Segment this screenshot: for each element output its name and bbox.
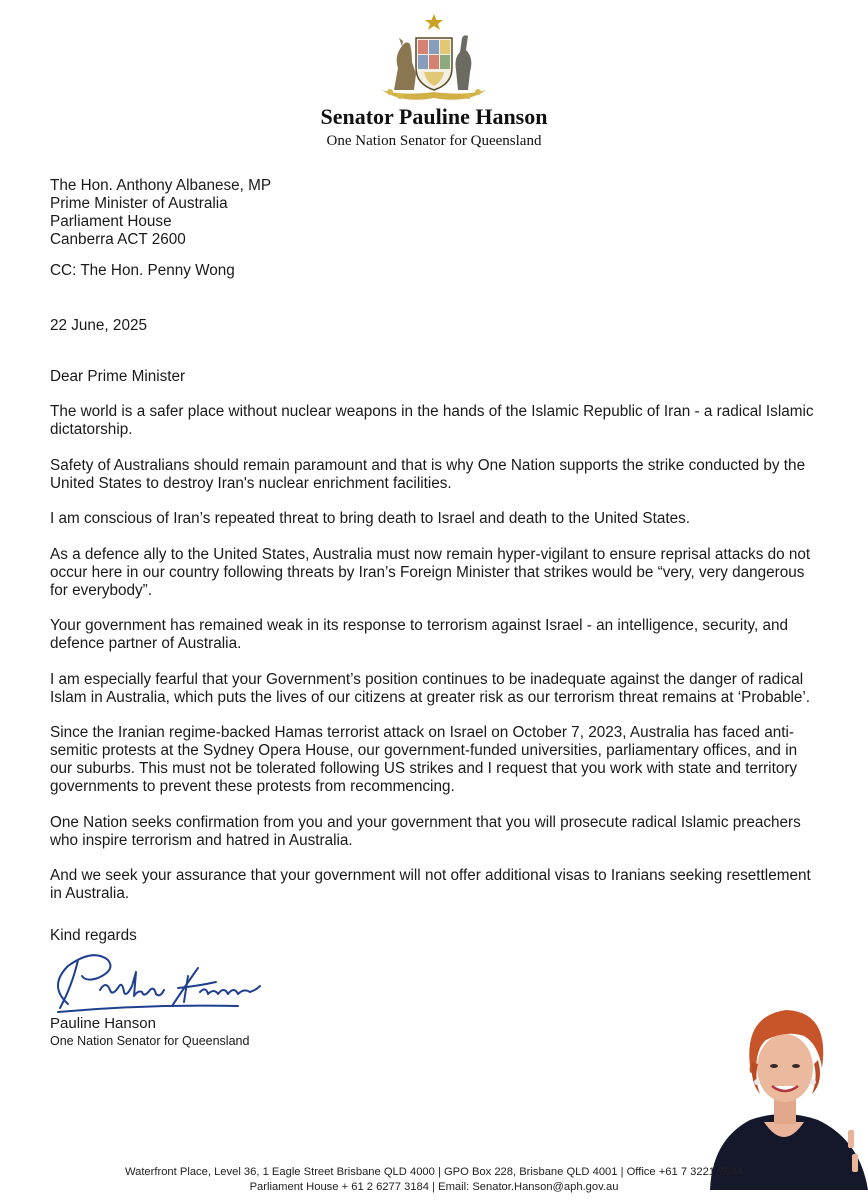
recipient-name: The Hon. Anthony Albanese, MP (50, 177, 272, 194)
signature-image (38, 946, 268, 1016)
paragraph: As a defence ally to the United States, Australia must now remain hyper-vigilant to ensure reprisal attacks do not occur here in our country following threats by Iran’s Foreign Minister that strikes would be “very, very dangerous for everybody”. (50, 545, 811, 599)
letterhead-title: One Nation Senator for Queensland (326, 133, 542, 149)
paragraph: Since the Iranian regime-backed Hamas terrorist attack on Israel on October 7, 2023, Australia has faced anti-semitic protests at the Sydney Opera House, our government-funded universities, parliamentary offices, and in our suburbs. This must not be tolerated following US strikes and I request that you work with state and territory governments to prevent these protests from recommencing. (50, 724, 798, 795)
footer-contact: Parliament House + 61 2 6277 3184 | Email: Senator.Hanson@aph.gov.au (249, 1181, 619, 1193)
paragraph: Your government has remained weak in its response to terrorism against Israel - an intelligence, security, and defence partner of Australia. (50, 617, 789, 652)
paragraph: I am especially fearful that your Government’s position continues to be inadequate against the danger of radical Islam in Australia, which puts the lives of our citizens at greater risk as our terrorism threat remains at ‘Probable’. (50, 670, 811, 706)
paragraph: One Nation seeks confirmation from you and your government that you will prosecute radical Islamic preachers who inspire terrorism and hatred in Australia. (50, 813, 801, 849)
recipient-building: Parliament House (50, 213, 172, 230)
paragraph: The world is a safer place without nuclear weapons in the hands of the Islamic Republic of Iran - a radical Islamic dictatorship. (50, 403, 814, 438)
paragraph: Safety of Australians should remain paramount and that is why One Nation supports the strike conducted by the United States to destroy Iran's nuclear enrichment facilities. (50, 456, 806, 492)
salutation: Dear Prime Minister (50, 368, 186, 385)
letterhead-name: Senator Pauline Hanson (320, 104, 548, 129)
recipient-position: Prime Minister of Australia (50, 195, 228, 212)
coat-of-arms-icon (372, 12, 496, 104)
paragraph: And we seek your assurance that your government will not offer additional visas to Iranians seeking resettlement in Australia. (50, 867, 811, 902)
closing: Kind regards (50, 927, 137, 944)
letter-date: 22 June, 2025 (50, 317, 147, 334)
recipient-address (50, 177, 820, 249)
signer-name: Pauline Hanson (50, 1015, 156, 1032)
signer-title: One Nation Senator for Queensland (50, 1034, 250, 1048)
senator-portrait-image (700, 990, 868, 1190)
letter-body (50, 403, 820, 921)
recipient-city: Canberra ACT 2600 (50, 231, 186, 248)
paragraph: I am conscious of Iran’s repeated threat to bring death to Israel and death to the United States. (50, 510, 691, 527)
footer-address: Waterfront Place, Level 36, 1 Eagle Street Brisbane QLD 4000 | GPO Box 228, Brisbane QLD 4001 | Office +61 7 3221 7644 (124, 1166, 744, 1178)
cc-line: CC: The Hon. Penny Wong (50, 262, 235, 279)
